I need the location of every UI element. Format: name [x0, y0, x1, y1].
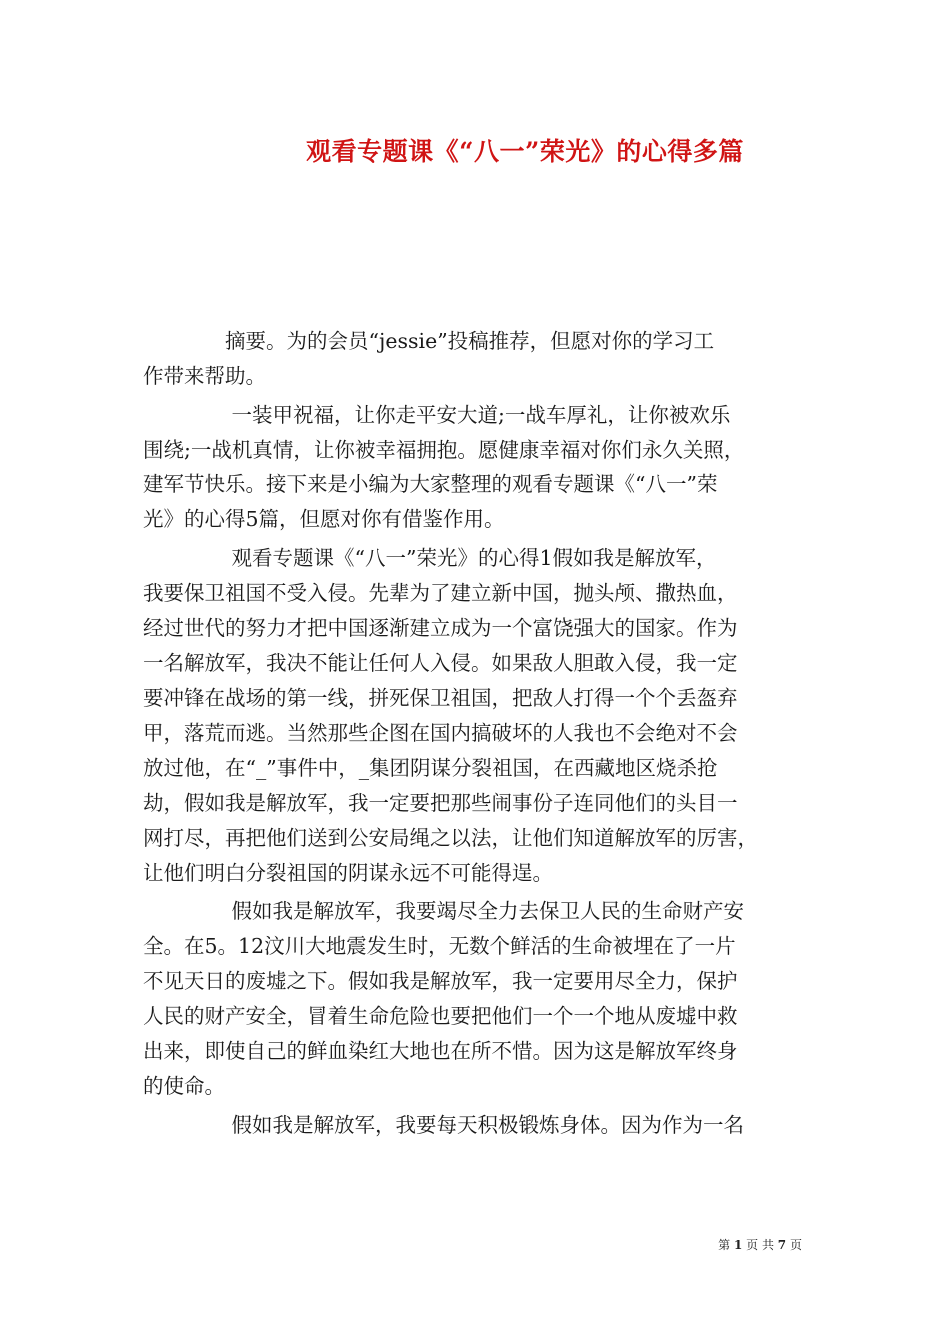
body-line: 假如我是解放军，我要竭尽全力去保卫人民的生命财产安 — [143, 899, 745, 923]
footer-suffix: 页 — [789, 1238, 802, 1252]
body-line: 假如我是解放军，我要每天积极锻炼身体。因为作为一名 — [143, 1113, 745, 1137]
body-line: 放过他，在“_”事件中，_集团阴谋分裂祖国，在西藏地区烧杀抢 — [143, 756, 718, 780]
body-line: 光》的心得5篇，但愿对你有借鉴作用。 — [143, 507, 505, 531]
body-line: 围绕;一战机真情，让你被幸福拥抱。愿健康幸福对你们永久关照， — [143, 438, 745, 462]
body-line: 让他们明白分裂祖国的阴谋永远不可能得逞。 — [143, 861, 553, 885]
page-title: 观看专题课《“八一”荣光》的心得多篇 — [306, 137, 744, 166]
current-page-number: 1 — [733, 1238, 743, 1252]
body-line: 网打尽，再把他们送到公安局绳之以法，让他们知道解放军的厉害， — [143, 826, 758, 850]
body-line: 人民的财产安全，冒着生命危险也要把他们一个一个地从废墟中救 — [143, 1004, 738, 1028]
body-line: 要冲锋在战场的第一线，拼死保卫祖国，把敌人打得一个个丢盔弃 — [143, 686, 738, 710]
body-line: 我要保卫祖国不受入侵。先辈为了建立新中国，抛头颅、撒热血， — [143, 581, 738, 605]
body-line: 摘要。为的会员“jessie”投稿推荐，但愿对你的学习工 — [143, 329, 715, 353]
body-line: 一名解放军，我决不能让任何人入侵。如果敌人胆敢入侵，我一定 — [143, 651, 738, 675]
body-line: 不见天日的废墟之下。假如我是解放军，我一定要用尽全力，保护 — [143, 969, 738, 993]
total-pages-number: 7 — [777, 1238, 787, 1252]
body-line: 作带来帮助。 — [143, 364, 266, 388]
body-line: 经过世代的努力才把中国逐渐建立成为一个富饶强大的国家。作为 — [143, 616, 738, 640]
body-line: 甲，落荒而逃。当然那些企图在国内搞破坏的人我也不会绝对不会 — [143, 721, 738, 745]
footer-middle: 页 共 — [746, 1238, 774, 1252]
body-line: 的使命。 — [143, 1074, 225, 1098]
footer-prefix: 第 — [718, 1238, 731, 1252]
page-footer — [718, 1236, 802, 1253]
body-line: 观看专题课《“八一”荣光》的心得1假如我是解放军， — [143, 546, 717, 570]
body-line: 劫，假如我是解放军，我一定要把那些闹事份子连同他们的头目一 — [143, 791, 738, 815]
body-line: 出来，即使自己的鲜血染红大地也在所不惜。因为这是解放军终身 — [143, 1039, 738, 1063]
body-line: 全。在5。12汶川大地震发生时，无数个鲜活的生命被埋在了一片 — [143, 934, 736, 958]
body-line: 一装甲祝福，让你走平安大道;一战车厚礼，让你被欢乐 — [143, 403, 731, 427]
body-line: 建军节快乐。接下来是小编为大家整理的观看专题课《“八一”荣 — [143, 472, 718, 496]
